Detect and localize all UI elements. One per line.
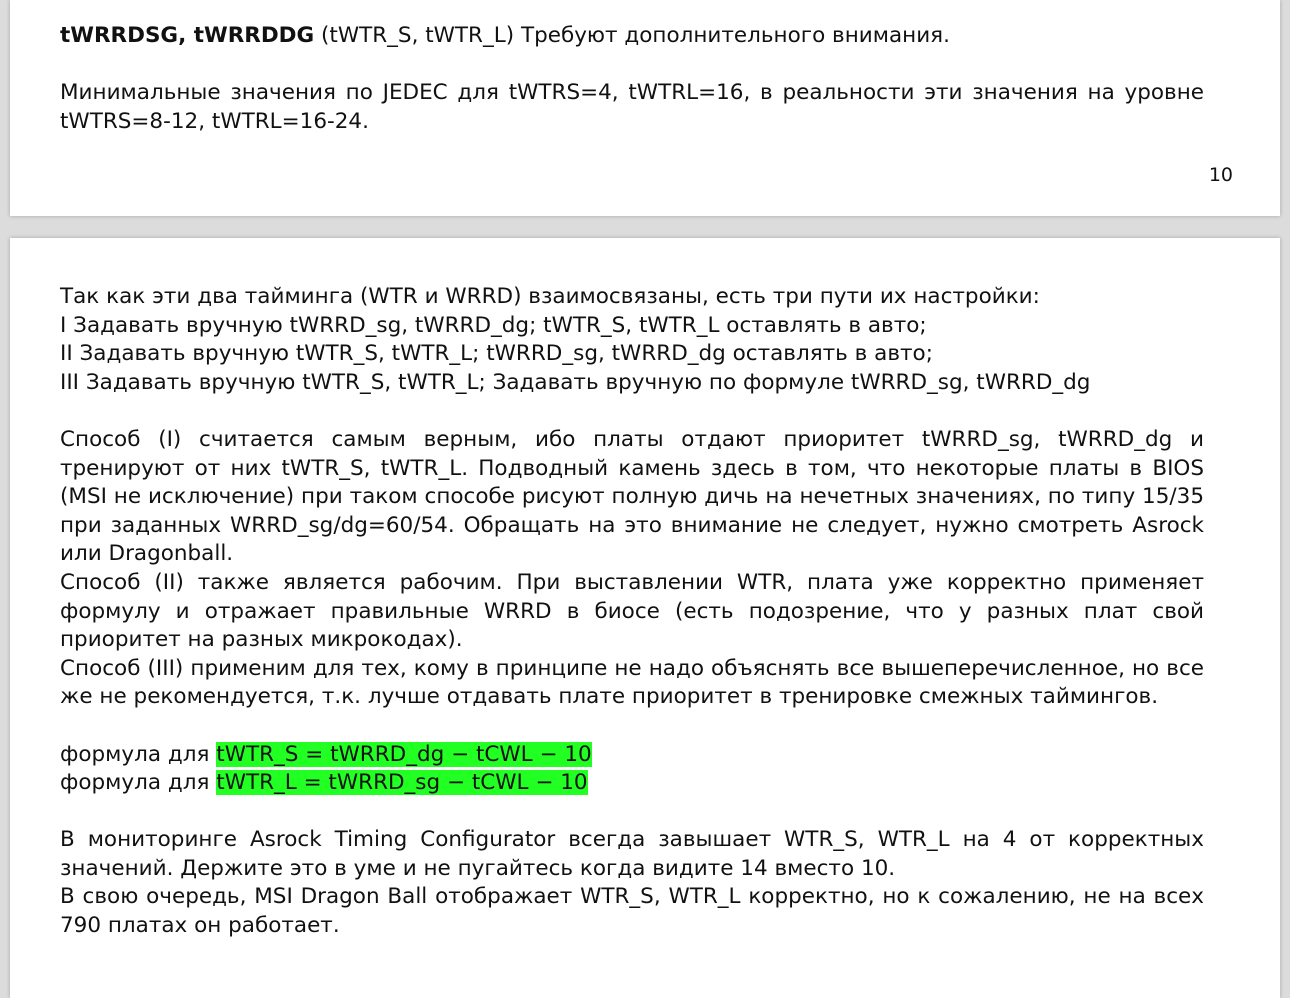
highlighted-formula: tWTR_S = tWRRD_dg − tCWL − 10 [216,741,592,767]
highlighted-formula: tWTR_L = tWRRD_sg − tCWL − 10 [216,770,588,796]
timing-heading-bold: tWRRDSG, tWRRDDG [60,23,315,48]
method-1-paragraph: Способ (I) считается самым верным, ибо платы отдают приоритет tWRRD_sg, tWRRD_dg и тренируют от них tWTR_S, tWTR_L. Подводный камень здесь в том, что некоторые платы в BIOS (MSI не исключение) при таком способе рисуют полную дичь на нечетных значениях, по типу 15/35 при заданных WRRD_sg/dg=60/54. Обращать на это внимание не следует, нужно смотреть Asrock или Dragonball. [60,426,1204,567]
jedec-paragraph: Минимальные значения по JEDEC для tWTRS=4, tWTRL=16, в реальности эти значения на уровне tWTRS=8-12, tWTRL=16-24. [60,80,1204,134]
monitoring-asrock-paragraph: В мониторинге Asrock Timing Configurator всегда завышает WTR_S, WTR_L на 4 от корректных значений. Держите это в уме и не пугайтесь когда видите 14 вместо 10. [60,827,1204,881]
timing-heading-rest: (tWTR_S, tWTR_L) Требуют дополнительного внимания. [314,23,950,48]
page-content [60,22,1204,136]
document-page-top [10,0,1280,216]
page-number: 10 [1208,164,1233,186]
method-3-paragraph: Способ (III) применим для тех, кому в принципе не надо объяснять все вышеперечисленное, но все же не рекомендуется, т.к. лучше отдавать плате приоритет в тренировке смежных таймингов. [60,655,1204,710]
formula-line [60,741,1204,770]
formula-line [60,769,1204,798]
intro-line: Так как эти два тайминга (WTR и WRRD) взаимосвязаны, есть три пути их настройки: [60,284,1040,309]
document-page-bottom [10,238,1280,998]
formula-prefix: формула для [60,770,217,796]
page-content [60,283,1204,941]
monitoring-msi-paragraph: В свою очередь, MSI Dragon Ball отображает WTR_S, WTR_L корректно, но к сожалению, не на всех 790 платах он работает. [60,884,1204,939]
method-2-paragraph: Способ (II) также является рабочим. При выставлении WTR, плата уже корректно применяет формулу и отражает правильные WRRD в биосе (есть подозрение, что у разных плат свой приоритет на разных микрокодах). [60,569,1204,653]
way-item: III Задавать вручную tWTR_S, tWTR_L; Задавать вручную по формуле tWRRD_sg, tWRRD_dg [60,369,1091,395]
timing-heading [60,22,1204,51]
formula-prefix: формула для [60,741,217,767]
way-item: I Задавать вручную tWRRD_sg, tWRRD_dg; tWTR_S, tWTR_L оставлять в авто; [60,312,927,338]
way-item: II Задавать вручную tWTR_S, tWTR_L; tWRRD_sg, tWRRD_dg оставлять в авто; [60,341,933,367]
